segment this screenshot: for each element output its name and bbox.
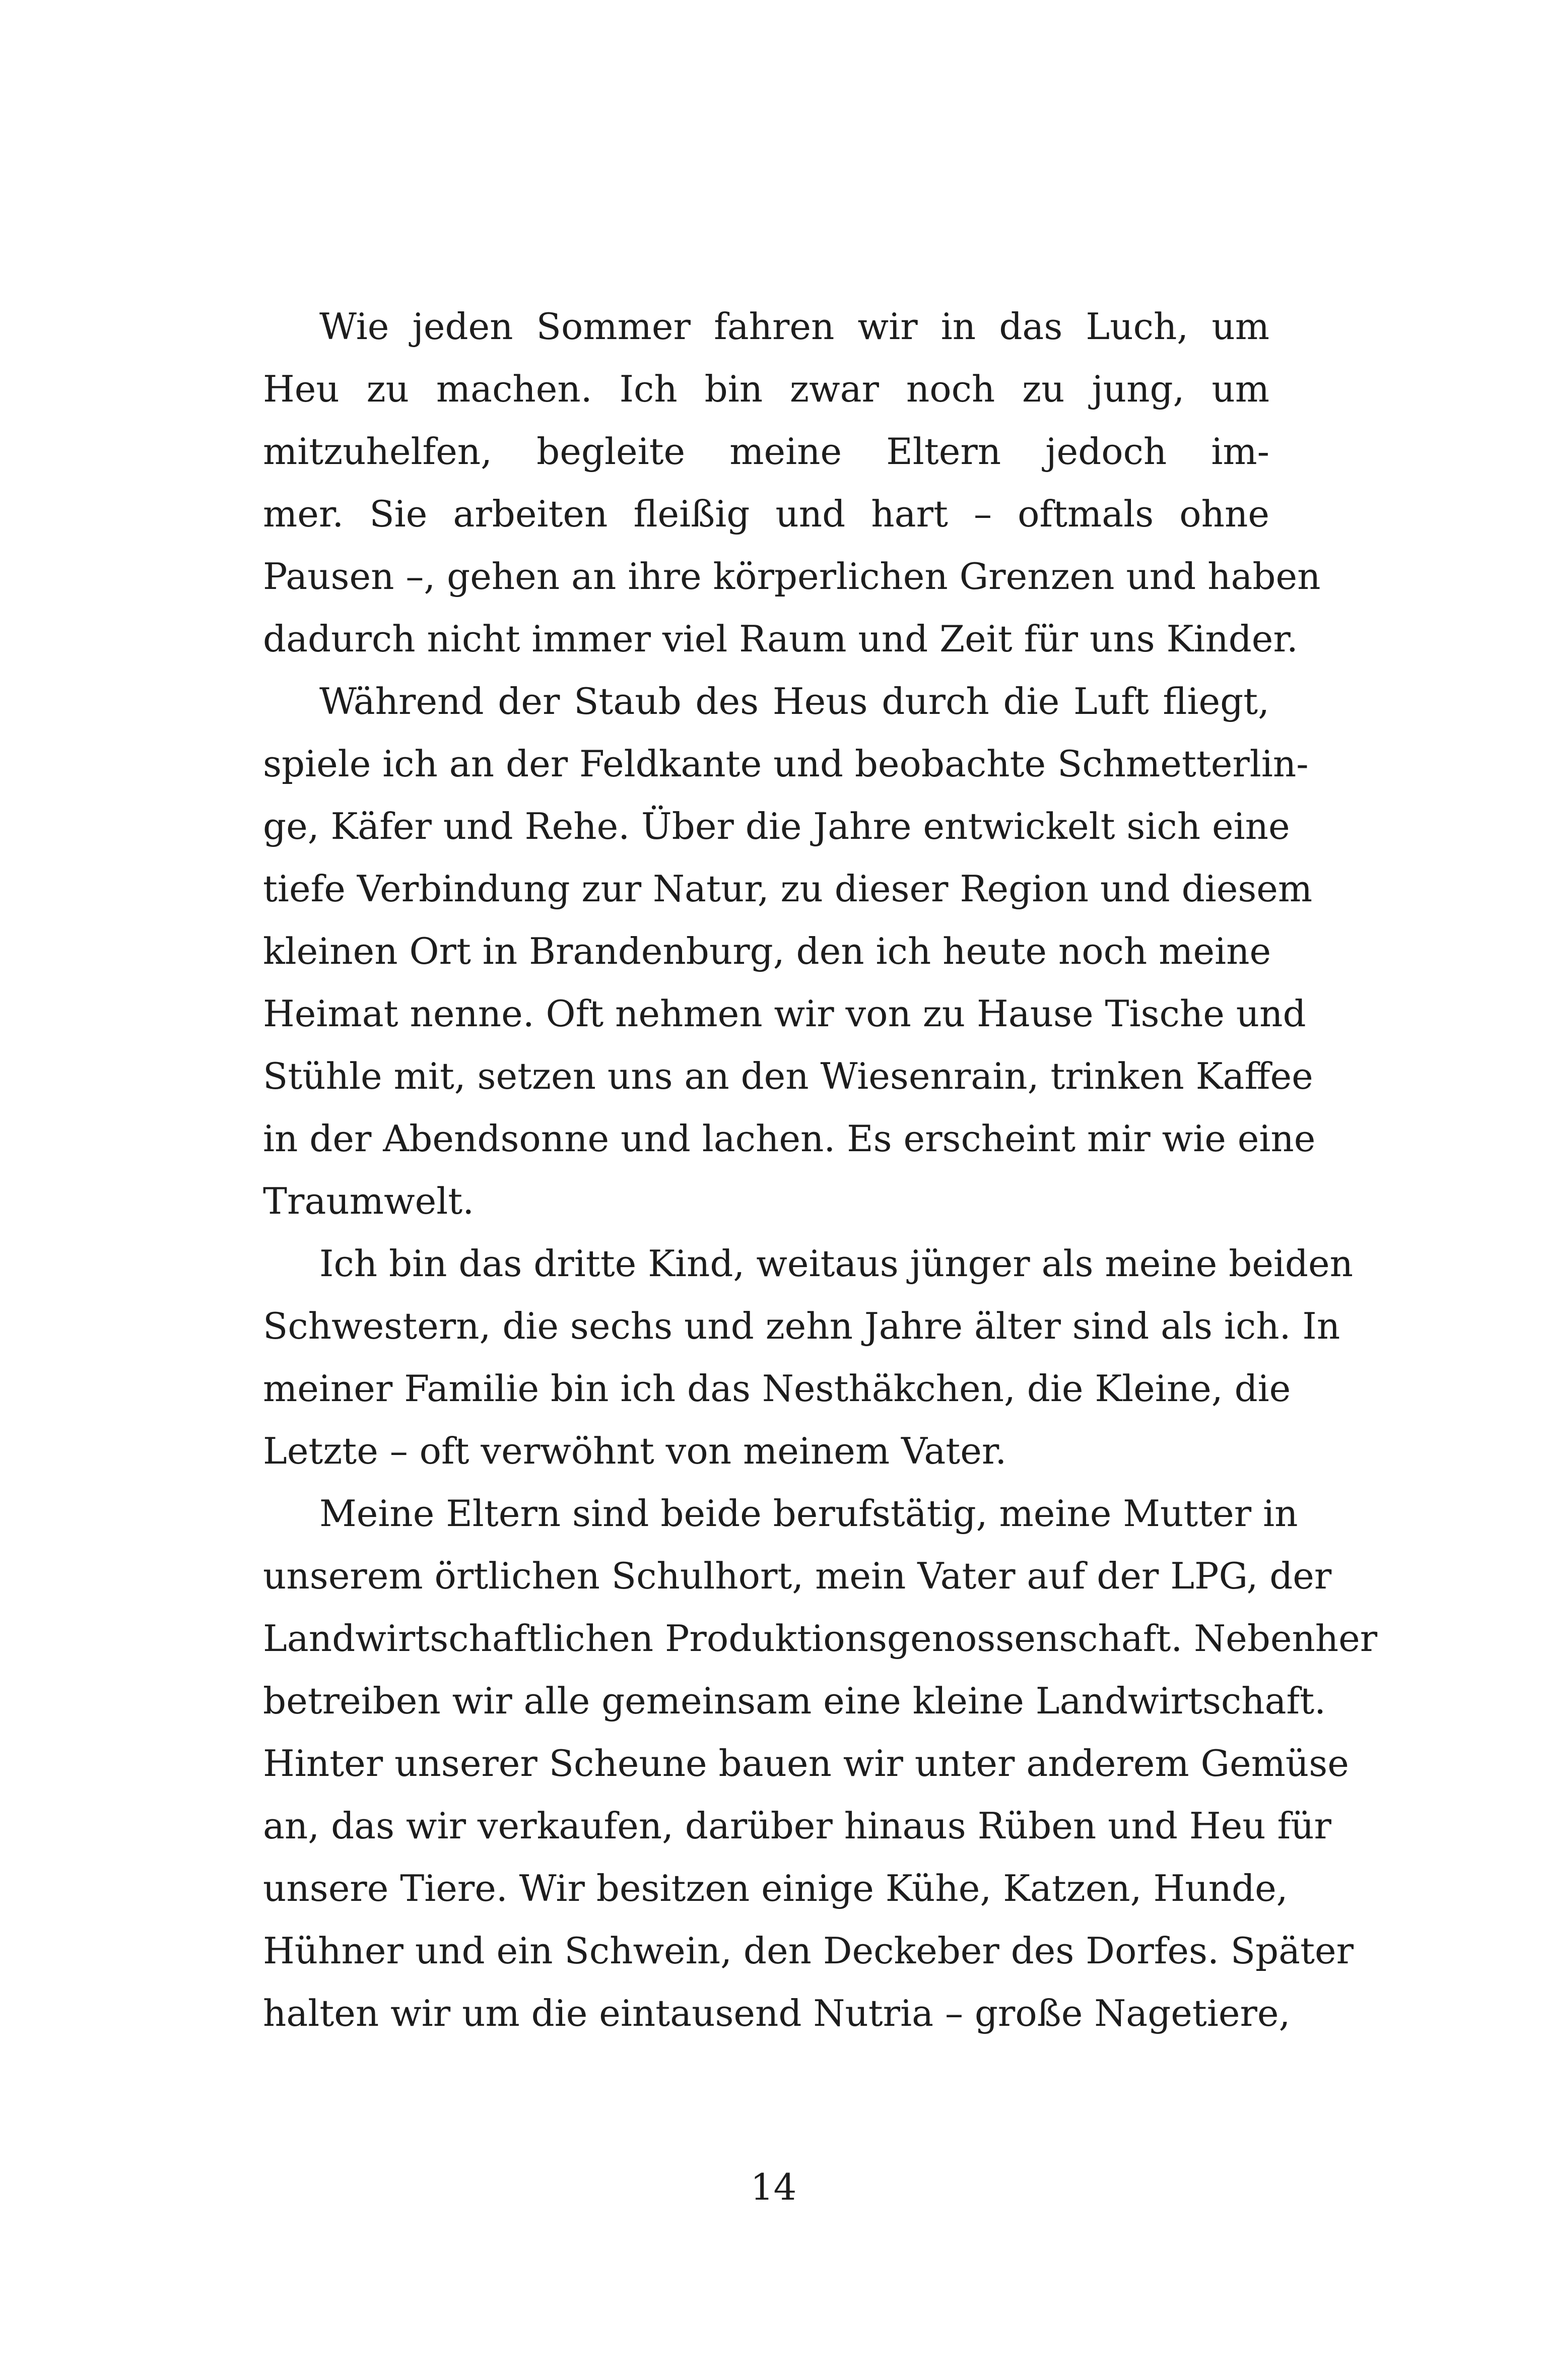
paragraph [263,1232,1353,1482]
text-line: Pausen –, gehen an ihre körperlichen Grenzen und haben [263,555,1321,598]
text-line: unserem örtlichen Schulhort, mein Vater auf der LPG, der [263,1555,1332,1597]
text-line: Landwirtschaftlichen Produktionsgenossenschaft. Nebenher [263,1617,1378,1660]
text-line: in der Abendsonne und lachen. Es erscheint mir wie eine [263,1117,1316,1160]
text-line: Schwestern, die sechs und zehn Jahre älter sind als ich. In [263,1305,1340,1347]
page-number: 14 [750,2166,797,2208]
text-line: dadurch nicht immer viel Raum und Zeit für uns Kinder. [263,618,1298,660]
text-line: ge, Käfer und Rehe. Über die Jahre entwickelt sich eine [263,805,1290,847]
text-line: Meine Eltern sind beide berufstätig, meine Mutter in [319,1492,1298,1535]
text-line: mitzuhelfen, begleite meine Eltern jedoch im- [263,430,1269,473]
text-line: an, das wir verkaufen, darüber hinaus Rüben und Heu für [263,1805,1331,1847]
text-line: Während der Staub des Heus durch die Luft fliegt, [319,680,1269,722]
text-line: Wie jeden Sommer fahren wir in das Luch, um [319,305,1269,348]
text-line: Letzte – oft verwöhnt von meinem Vater. [263,1430,1007,1472]
paragraph [263,1482,1378,2044]
text-line: tiefe Verbindung zur Natur, zu dieser Region und diesem [263,868,1313,910]
text-line: Hinter unserer Scheune bauen wir unter anderem Gemüse [263,1742,1349,1784]
text-line: mer. Sie arbeiten fleißig und hart – oftmals ohne [263,493,1269,535]
text-line: halten wir um die eintausend Nutria – große Nagetiere, [263,1992,1291,2034]
paragraph [263,295,1321,670]
text-line: betreiben wir alle gemeinsam eine kleine Landwirtschaft. [263,1680,1326,1722]
text-line: Traumwelt. [263,1180,475,1222]
text-line: Heu zu machen. Ich bin zwar noch zu jung, um [263,368,1269,410]
text-line: meiner Familie bin ich das Nesthäkchen, die Kleine, die [263,1367,1291,1410]
text-line: spiele ich an der Feldkante und beobachte Schmetterlin- [263,743,1309,785]
text-line: Stühle mit, setzen uns an den Wiesenrain, trinken Kaffee [263,1055,1313,1097]
text-line: Ich bin das dritte Kind, weitaus jünger als meine beiden [319,1242,1353,1285]
text-line: Heimat nenne. Oft nehmen wir von zu Hause Tische und [263,993,1306,1035]
text-line: unsere Tiere. Wir besitzen einige Kühe, Katzen, Hunde, [263,1867,1288,1909]
body-text [263,295,1378,2044]
paragraph [263,670,1316,1232]
text-line: kleinen Ort in Brandenburg, den ich heute noch meine [263,930,1271,972]
text-line: Hühner und ein Schwein, den Deckeber des Dorfes. Später [263,1930,1354,1972]
